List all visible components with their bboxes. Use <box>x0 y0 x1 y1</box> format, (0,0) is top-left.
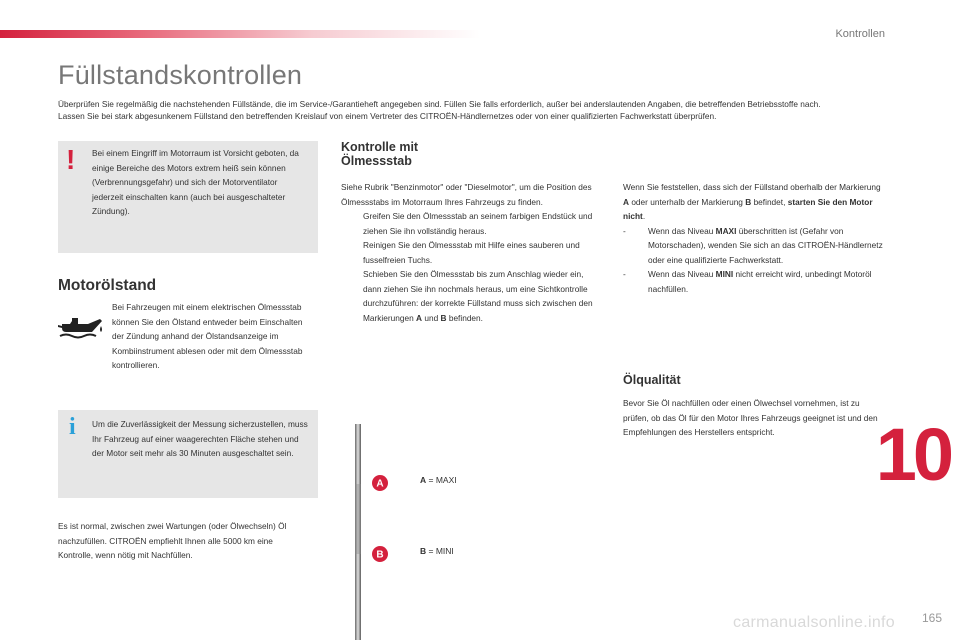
level-interpretation-text <box>623 180 885 296</box>
marker-b-letter: B <box>376 549 384 561</box>
oil-quality-heading: Ölqualität <box>623 373 681 387</box>
oil-quality-text: Bevor Sie Öl nachfüllen oder einen Ölwechsel vornehmen, ist zu prüfen, ob das Öl für den Motor Ihres Fahrzeugs geeignet ist und den Empfehlungen des Herstellers entspricht. <box>623 398 878 437</box>
page-number: 165 <box>921 611 942 625</box>
intro-text <box>58 99 898 122</box>
motor-oil-level-heading: Motorölstand <box>58 277 157 294</box>
intro-paragraph-2: Lassen Sie bei stark abgesunkenem Füllstand den betreffenden Kreislauf von einem Vertreter des CITROËN-Händlernetzes oder von einer qualifizierten Fachwerkstatt überprüfen. <box>58 110 717 121</box>
marker-a-letter: A <box>376 478 384 490</box>
list-item: Reinigen Sie den Ölmessstab mit Hilfe eines sauberen und fusselfreien Tuchs. <box>363 240 580 265</box>
list-item: - Wenn das Niveau MAXI überschritten ist (Gefahr von Motorschaden), wenden Sie sich an das CITROËN-Händlernetz oder eine qualifizierte Fachwerkstatt. <box>623 225 883 265</box>
info-icon: i <box>69 414 76 440</box>
dipstick-check-heading <box>341 140 418 168</box>
list-item: - Wenn das Niveau MINI nicht erreicht wird, unbedingt Motoröl nachfüllen. <box>623 269 872 294</box>
watermark: carmanualsonline.info <box>733 614 895 631</box>
level-cases-list <box>623 224 885 297</box>
dipstick-check-text <box>341 180 596 325</box>
dipstick-check-intro: Siehe Rubrik "Benzinmotor" oder "Dieselmotor", um die Position des Ölmessstabs im Motorraum Ihres Fahrzeugs zu finden. <box>341 182 592 207</box>
page-title: Füllstandskontrollen <box>58 60 303 90</box>
list-item: Schieben Sie den Ölmessstab bis zum Anschlag wieder ein, dann ziehen Sie ihn nochmals heraus, um eine Sichtkontrolle durchzuführen: der korrekte Füllstand muss sich zwischen den Markierungen A und B befinden. <box>363 269 593 323</box>
info-text: Um die Zuverlässigkeit der Messung sicherzustellen, muss Ihr Fahrzeug auf einer waagerechten Fläche stehen und der Motor seit mehr als 30 Minuten ausgeschaltet sein. <box>92 419 308 458</box>
motor-oil-level-text: Bei Fahrzeugen mit einem elektrischen Ölmessstab können Sie den Ölstand entweder beim Einschalten der Zündung anhand der Ölstandsanzeige im Kombiinstrument ablesen oder mit dem Ölmessstab kontrollieren. <box>112 302 303 370</box>
label-maxi: A = MAXI <box>420 475 457 485</box>
label-mini: B = MINI <box>420 546 454 556</box>
list-item: Greifen Sie den Ölmessstab an seinem farbigen Endstück und ziehen Sie ihn vollständig heraus. <box>363 211 593 236</box>
dipstick-check-heading-line-1: Kontrolle mit <box>341 140 419 154</box>
oil-top-up-note: Es ist normal, zwischen zwei Wartungen (oder Ölwechseln) Öl nachzufüllen. CITROËN empfiehlt Ihnen alle 5000 km eine Kontrolle, wenn nötig mit Nachfüllen. <box>58 521 287 560</box>
dipstick-check-heading-line-2: Ölmessstab <box>341 154 412 168</box>
dipstick-illustration <box>354 424 362 640</box>
header-accent-bar <box>0 30 480 38</box>
marker-a-icon <box>371 474 389 492</box>
oil-can-icon <box>58 314 104 340</box>
dipstick-steps-list <box>341 209 596 325</box>
exclamation-icon: ! <box>66 144 76 175</box>
warning-text: Bei einem Eingriff im Motorraum ist Vorsicht geboten, da einige Bereiche des Motors extrem heiß sein können (Verbrennungsgefahr) und sich der Motorventilator jederzeit einschalten kann (auch bei ausgeschalteter Zündung). <box>92 148 299 216</box>
marker-b-icon <box>371 545 389 563</box>
section-title: Kontrollen <box>835 28 885 40</box>
intro-paragraph-1: Überprüfen Sie regelmäßig die nachstehenden Füllstände, die im Service-/Garantieheft angegeben sind. Füllen Sie falls erforderlich, außer bei anderslautenden Angaben, die betreffenden Betriebsstoffe nach. <box>58 99 821 109</box>
chapter-number: 10 <box>875 413 950 496</box>
level-interpretation-paragraph: Wenn Sie feststellen, dass sich der Füllstand oberhalb der Markierung A oder unterhalb der Markierung B befindet, starten Sie den Motor nicht. <box>623 182 881 221</box>
